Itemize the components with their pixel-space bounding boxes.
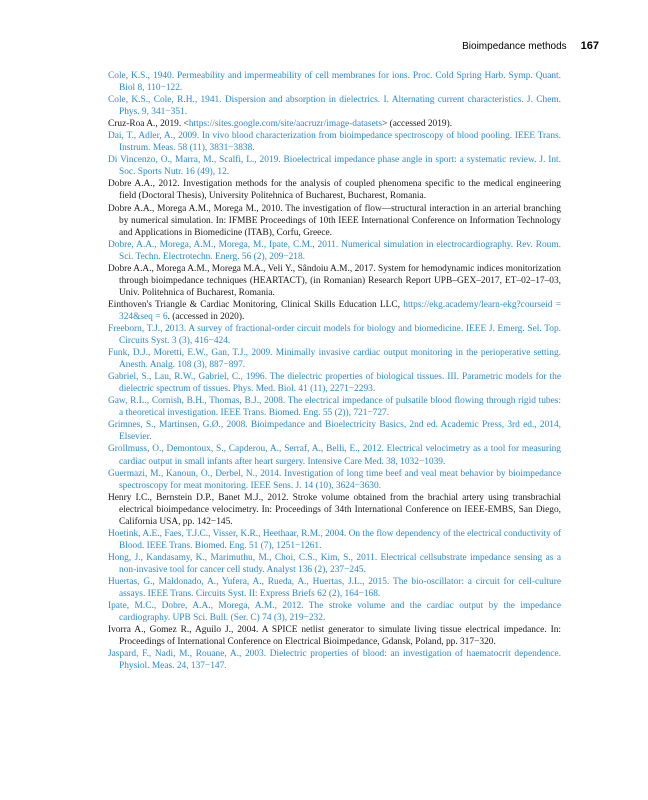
reference-text: Henry I.C., Bernstein D.P., Banet M.J., 2012. Stroke volume obtained from the brachial artery using transbrachial electrical bioimpedance velocimetry. In: Proceedings of 34th International Conference on IEEE-EMBS, San Diego, California USA, pp. 142−145. xyxy=(108,492,561,527)
reference-entry[interactable] xyxy=(108,130,561,154)
reference-text: Gabriel, S., Lau, R.W., Gabriel, C., 1996. The dielectric properties of biological tissues. III. Parametric models for the dielectric spectrum of tissues. Phys. Med. Biol. 41 (11), 2271−2293. xyxy=(108,372,561,395)
reference-text: Freeborn, T.J., 2013. A survey of fractional-order circuit models for biology and biomedicine. IEEE J. Emerg. Sel. Top. Circuits Syst. 3 (3), 416−424. xyxy=(108,323,561,347)
reference-text: Hoetink, A.E., Faes, T.J.C., Visser, K.R., Heethaar, R.M., 2004. On the flow dependency of the electrical conductivity of Blood. IEEE Trans. Biomed. Eng. 51 (7), 1251−1261. xyxy=(108,528,561,551)
reference-text: Cruz-Roa A., 2019. < xyxy=(108,119,189,130)
reference-text: Cole, K.S., 1940. Permeability and impermeability of cell membranes for ions. Proc. Cold Spring Harb. Symp. Quant. Biol 8, 110−122. xyxy=(108,71,561,94)
reference-text: Grimnes, S., Martinsen, G.Ø., 2008. Bioimpedance and Bioelectricity Basics, 2nd ed. Academic Press, 3rd ed., 2014, Elsevier. xyxy=(108,420,561,443)
reference-text: Dobre, A.A., Morega, A.M., Morega, M., Ipate, C.M., 2011. Numerical simulation in electrocardiography. Rev. Roum. Sci. Techn. Electrotechn. Energ. 56 (2), 209−218. xyxy=(108,239,561,262)
reference-entry xyxy=(108,624,561,648)
page-number: 167 xyxy=(580,40,599,52)
reference-entry[interactable] xyxy=(108,528,561,552)
reference-text: Einthoven's Triangle & Cardiac Monitoring, Clinical Skills Education LLC, xyxy=(108,299,404,310)
reference-entry[interactable] xyxy=(108,323,561,347)
reference-entry xyxy=(108,203,561,239)
reference-text: Hong, J., Kandasamy, K., Marimuthu, M., Choi, C.S., Kim, S., 2011. Electrical cellsubstrate impedance sensing as a non-invasive tool for cancer cell study. Analyst 136 (2), 237−245. xyxy=(108,552,561,575)
reference-text: Jaspard, F., Nadi, M., Rouane, A., 2003. Dielectric properties of blood: an investigation of haematocrit dependence. Physiol. Meas. 24, 137−147. xyxy=(108,649,561,672)
reference-entry[interactable] xyxy=(108,443,561,467)
reference-list xyxy=(108,70,561,672)
reference-tail: > (accessed 2019). xyxy=(381,119,453,130)
reference-entry[interactable] xyxy=(108,395,561,419)
reference-text: Di Vincenzo, O., Marra, M., Scalfi, L., 2019. Bioelectrical impedance phase angle in sport: a systematic review. J. Int. Soc. Sports Nutr. 16 (49), 12. xyxy=(108,155,561,178)
reference-entry xyxy=(108,263,561,299)
reference-entry[interactable] xyxy=(108,600,561,624)
reference-url-link[interactable]: https://sites.google.com/site/aacruzr/image-datasets xyxy=(188,119,382,130)
reference-entry xyxy=(108,492,561,528)
reference-entry[interactable] xyxy=(108,552,561,576)
reference-entry[interactable] xyxy=(108,239,561,263)
reference-text: Ipate, M.C., Dobre, A.A., Morega, A.M., 2012. The stroke volume and the cardiac output by the impedance cardiography. UPB Sci. Bull. (Ser. C) 74 (3), 219−232. xyxy=(108,601,561,624)
reference-text: Cole, K.S., Cole, R.H., 1941. Dispersion and absorption in dielectrics. I. Alternating current characteristics. J. Chem. Phys. 9, 341−351. xyxy=(108,95,561,118)
reference-entry[interactable] xyxy=(108,154,561,178)
reference-text: Ivorra A., Gomez R., Aguilo J., 2004. A SPICE netlist generator to simulate living tissue electrical impedance. In: Proceedings of International Conference on Electrical Bioimpedance, Gdansk, Poland, pp. 317−320. xyxy=(108,625,561,648)
reference-text: Dobre A.A., Morega A.M., Morega M., 2010. The investigation of flow—structural interaction in an arterial branching by numerical simulation. In: IFMBE Proceedings of 10th IEEE International Conference on Information Technology and Applications in Biomedicine (ITAB), Corfu, Greece. xyxy=(108,203,561,238)
reference-entry[interactable] xyxy=(108,94,561,118)
reference-entry[interactable] xyxy=(108,371,561,395)
reference-entry[interactable] xyxy=(108,468,561,492)
reference-text: Guermazi, M., Kanoun, O., Derbel, N., 2014. Investigation of long time beef and veal meat behavior by bioimpedance spectroscopy for meat monitoring. IEEE Sens. J. 14 (10), 3624−3630. xyxy=(108,468,561,491)
reference-entry xyxy=(108,178,561,202)
reference-entry[interactable] xyxy=(108,70,561,94)
running-header xyxy=(108,40,599,52)
reference-text: Dai, T., Adler, A., 2009. In vivo blood characterization from bioimpedance spectroscopy of blood pooling. IEEE Trans. Instrum. Meas. 58 (11), 3831−3838. xyxy=(108,131,561,154)
reference-text: Huertas, G., Maldonado, A., Yufera, A., Rueda, A., Huertas, J.L., 2015. The bio-oscillator: a circuit for cell-culture assays. IEEE Trans. Circuits Syst. II: Express Briefs 62 (2), 164−168. xyxy=(108,576,561,600)
reference-entry xyxy=(108,299,561,323)
reference-text: Gaw, R.L., Cornish, B.H., Thomas, B.J., 2008. The electrical impedance of pulsatile blood flowing through rigid tubes: a theoretical investigation. IEEE Trans. Biomed. Eng. 55 (2)), 721−727. xyxy=(108,396,561,419)
reference-entry xyxy=(108,118,561,130)
reference-entry[interactable] xyxy=(108,576,561,600)
reference-url-link[interactable]: https://ekg.academy/learn-ekg?courseid = 324&seq = 6 xyxy=(119,299,561,322)
reference-tail: . (accessed in 2020). xyxy=(167,311,245,322)
reference-entry[interactable] xyxy=(108,347,561,371)
reference-text: Dobre A.A., Morega A.M., Morega M.A., Veli Y., Sândoiu A.M., 2017. System for hemodynamic indices monitorization through bioimpedance techniques (HEARTACT), (in Romanian) Research Report UPB–GEX–2017, ET–02–17–03, Univ. Politehnica of Bucharest, Romania. xyxy=(108,263,561,298)
reference-entry[interactable] xyxy=(108,419,561,443)
reference-text: Funk, D.J., Moretti, E.W., Gan, T.J., 2009. Minimally invasive cardiac output monitoring in the perioperative setting. Anesth. Analg. 108 (3), 887−897. xyxy=(108,348,561,371)
reference-text: Dobre A.A., 2012. Investigation methods for the analysis of coupled phenomena specific to the medical engineering field (Doctoral Thesis), University Politehnica of Bucharest, Bucharest, Romania. xyxy=(108,179,561,202)
running-title: Bioimpedance methods xyxy=(462,41,567,52)
reference-text: Grollmuss, O., Demontoux, S., Capderou, A., Serraf, A., Belli, E., 2012. Electrical velocimetry as a tool for measuring cardiac output in small infants after heart surgery. Intensive Care Med. 38, 1032−1039. xyxy=(108,444,561,467)
reference-entry[interactable] xyxy=(108,648,561,672)
